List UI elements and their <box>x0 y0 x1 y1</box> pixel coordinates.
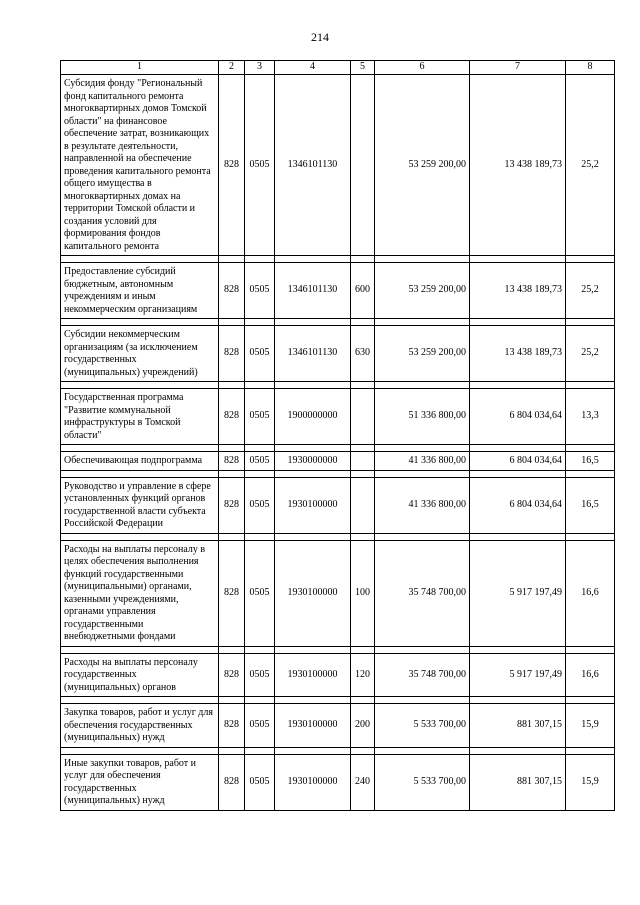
plan-amount-cell: 53 259 200,00 <box>375 326 470 382</box>
plan-amount-cell: 5 533 700,00 <box>375 704 470 748</box>
row-gap <box>61 445 615 452</box>
column-header: 8 <box>566 61 615 75</box>
percent-cell: 25,2 <box>566 75 615 256</box>
table-row <box>61 389 615 445</box>
grbs-code-cell: 828 <box>219 653 245 697</box>
grbs-code-cell: 828 <box>219 326 245 382</box>
plan-amount-cell: 5 533 700,00 <box>375 754 470 810</box>
plan-amount-cell: 41 336 800,00 <box>375 477 470 533</box>
column-header: 4 <box>275 61 351 75</box>
executed-amount-cell: 6 804 034,64 <box>470 389 566 445</box>
target-code-cell: 1930100000 <box>275 704 351 748</box>
plan-amount-cell: 53 259 200,00 <box>375 263 470 319</box>
row-gap <box>61 533 615 540</box>
executed-amount-cell: 5 917 197,49 <box>470 653 566 697</box>
target-code-cell: 1346101130 <box>275 326 351 382</box>
row-gap <box>61 747 615 754</box>
percent-cell: 15,9 <box>566 704 615 748</box>
column-header: 2 <box>219 61 245 75</box>
row-name-cell: Предоставление субсидий бюджетным, автономным учреждениям и иным некоммерческим организациям <box>61 263 219 319</box>
column-header: 3 <box>245 61 275 75</box>
plan-amount-cell: 51 336 800,00 <box>375 389 470 445</box>
row-name-cell: Иные закупки товаров, работ и услуг для обеспечения государственных (муниципальных) нужд <box>61 754 219 810</box>
page-number: 214 <box>311 30 329 44</box>
section-code-cell: 0505 <box>245 754 275 810</box>
target-code-cell: 1900000000 <box>275 389 351 445</box>
table-row <box>61 540 615 646</box>
executed-amount-cell: 13 438 189,73 <box>470 263 566 319</box>
expense-type-cell: 600 <box>351 263 375 319</box>
section-code-cell: 0505 <box>245 389 275 445</box>
percent-cell: 16,6 <box>566 540 615 646</box>
row-name-cell: Расходы на выплаты персоналу в целях обеспечения выполнения функций государственными (муниципальными) органами, казенными учреждениями, органами управления государственными внебюджетными фондами <box>61 540 219 646</box>
table-row <box>61 653 615 697</box>
grbs-code-cell: 828 <box>219 540 245 646</box>
section-code-cell: 0505 <box>245 704 275 748</box>
table-header-row <box>61 61 615 75</box>
expense-type-cell <box>351 389 375 445</box>
table-row <box>61 75 615 256</box>
target-code-cell: 1346101130 <box>275 75 351 256</box>
table-row <box>61 263 615 319</box>
expense-type-cell <box>351 477 375 533</box>
section-code-cell: 0505 <box>245 477 275 533</box>
executed-amount-cell: 13 438 189,73 <box>470 326 566 382</box>
row-name-cell: Руководство и управление в сфере установленных функций органов государственной власти субъекта Российской Федерации <box>61 477 219 533</box>
target-code-cell: 1930100000 <box>275 653 351 697</box>
expense-type-cell: 630 <box>351 326 375 382</box>
row-name-cell: Расходы на выплаты персоналу государственных (муниципальных) органов <box>61 653 219 697</box>
expense-type-cell: 200 <box>351 704 375 748</box>
section-code-cell: 0505 <box>245 75 275 256</box>
expense-type-cell <box>351 75 375 256</box>
percent-cell: 16,5 <box>566 452 615 471</box>
target-code-cell: 1930100000 <box>275 754 351 810</box>
row-gap <box>61 256 615 263</box>
grbs-code-cell: 828 <box>219 704 245 748</box>
executed-amount-cell: 5 917 197,49 <box>470 540 566 646</box>
target-code-cell: 1930000000 <box>275 452 351 471</box>
column-header: 7 <box>470 61 566 75</box>
percent-cell: 15,9 <box>566 754 615 810</box>
executed-amount-cell: 6 804 034,64 <box>470 452 566 471</box>
plan-amount-cell: 41 336 800,00 <box>375 452 470 471</box>
grbs-code-cell: 828 <box>219 754 245 810</box>
section-code-cell: 0505 <box>245 653 275 697</box>
grbs-code-cell: 828 <box>219 477 245 533</box>
expense-type-cell: 240 <box>351 754 375 810</box>
grbs-code-cell: 828 <box>219 263 245 319</box>
table-row <box>61 326 615 382</box>
expense-type-cell: 100 <box>351 540 375 646</box>
table-row <box>61 477 615 533</box>
row-name-cell: Субсидии некоммерческим организациям (за исключением государственных (муниципальных) учреждений) <box>61 326 219 382</box>
plan-amount-cell: 35 748 700,00 <box>375 540 470 646</box>
grbs-code-cell: 828 <box>219 75 245 256</box>
executed-amount-cell: 6 804 034,64 <box>470 477 566 533</box>
plan-amount-cell: 35 748 700,00 <box>375 653 470 697</box>
row-name-cell: Субсидия фонду "Региональный фонд капитального ремонта многоквартирных домов Томской области" на финансовое обеспечение затрат, возникающих в результате деятельности, направленной на обеспечение проведения капитального ремонта общего имущества в многоквартирных домах на территории Томской области и создания условий для формирования фондов капитального ремонта <box>61 75 219 256</box>
percent-cell: 25,2 <box>566 263 615 319</box>
target-code-cell: 1930100000 <box>275 477 351 533</box>
percent-cell: 25,2 <box>566 326 615 382</box>
executed-amount-cell: 13 438 189,73 <box>470 75 566 256</box>
executed-amount-cell: 881 307,15 <box>470 754 566 810</box>
section-code-cell: 0505 <box>245 263 275 319</box>
row-name-cell: Обеспечивающая подпрограмма <box>61 452 219 471</box>
row-name-cell: Закупка товаров, работ и услуг для обеспечения государственных (муниципальных) нужд <box>61 704 219 748</box>
expense-type-cell <box>351 452 375 471</box>
row-gap <box>61 470 615 477</box>
section-code-cell: 0505 <box>245 540 275 646</box>
section-code-cell: 0505 <box>245 452 275 471</box>
table-row <box>61 754 615 810</box>
row-gap <box>61 382 615 389</box>
table-row <box>61 452 615 471</box>
budget-table <box>60 60 615 811</box>
column-header: 6 <box>375 61 470 75</box>
column-header: 5 <box>351 61 375 75</box>
expense-type-cell: 120 <box>351 653 375 697</box>
table-row <box>61 704 615 748</box>
percent-cell: 13,3 <box>566 389 615 445</box>
executed-amount-cell: 881 307,15 <box>470 704 566 748</box>
grbs-code-cell: 828 <box>219 389 245 445</box>
row-name-cell: Государственная программа "Развитие коммунальной инфраструктуры в Томской области" <box>61 389 219 445</box>
plan-amount-cell: 53 259 200,00 <box>375 75 470 256</box>
row-gap <box>61 646 615 653</box>
row-gap <box>61 697 615 704</box>
percent-cell: 16,5 <box>566 477 615 533</box>
percent-cell: 16,6 <box>566 653 615 697</box>
row-gap <box>61 319 615 326</box>
section-code-cell: 0505 <box>245 326 275 382</box>
column-header: 1 <box>61 61 219 75</box>
target-code-cell: 1930100000 <box>275 540 351 646</box>
target-code-cell: 1346101130 <box>275 263 351 319</box>
grbs-code-cell: 828 <box>219 452 245 471</box>
